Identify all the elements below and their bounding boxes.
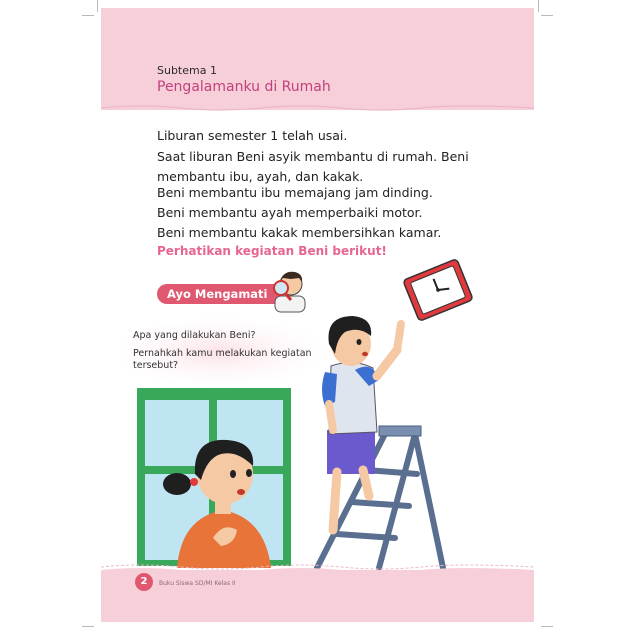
crop-mark-bl [82, 626, 94, 627]
crop-mark-br [541, 626, 553, 627]
body-line-3: Beni membantu ibu memajang jam dinding. [157, 185, 433, 200]
header-wave [101, 100, 534, 120]
crop-mark-top-right [538, 0, 539, 12]
body-line-5: Beni membantu kakak membersihkan kamar. [157, 225, 442, 240]
book-page [101, 0, 534, 634]
instruction-text: Perhatikan kegiatan Beni berikut! [157, 244, 387, 258]
body-line-2: Saat liburan Beni asyik membantu di rumah. Beni membantu ibu, ayah, dan kakak. [157, 149, 469, 184]
body-line-4: Beni membantu ayah memperbaiki motor. [157, 205, 423, 220]
crop-mark-left-h [82, 15, 94, 16]
page-number: 2 [135, 573, 153, 591]
ayo-mengamati-banner: Ayo Mengamati [157, 284, 284, 304]
footer-book-title: Buku Siswa SD/MI Kelas II [159, 580, 236, 587]
magnifier-boy-icon [269, 266, 311, 314]
page-title: Pengalamanku di Rumah [157, 79, 331, 95]
boy-on-ladder-illustration [297, 310, 457, 572]
girl-at-window-illustration [137, 388, 293, 568]
crop-mark-top-left [97, 0, 98, 12]
subtema-label: Subtema 1 [157, 64, 217, 77]
question-1: Apa yang dilakukan Beni? [133, 330, 256, 341]
body-line-1: Liburan semester 1 telah usai. [157, 128, 348, 143]
question-list [133, 330, 323, 372]
question-2: Pernahkah kamu melakukan kegiatan tersebut? [133, 348, 312, 371]
crop-mark-right-h [541, 15, 553, 16]
footer-band [101, 570, 534, 622]
